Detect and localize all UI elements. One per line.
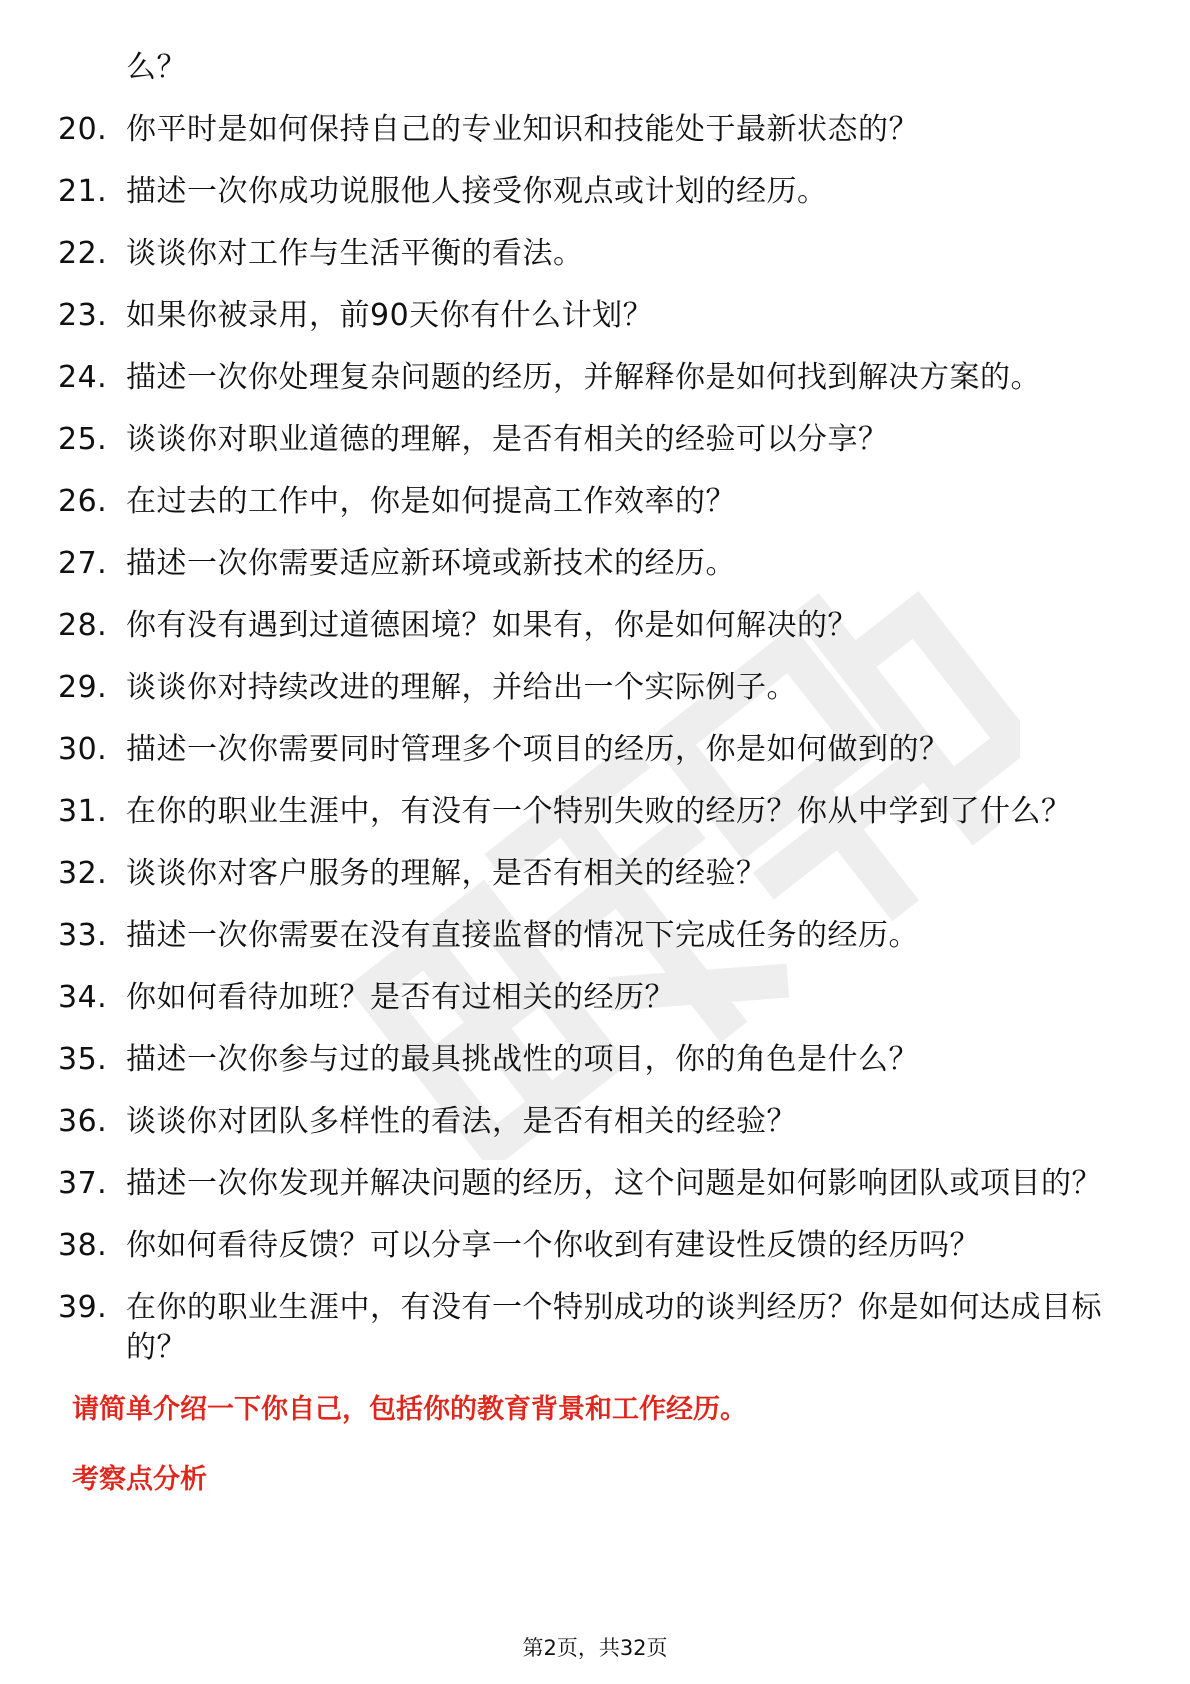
- question-text: 描述一次你成功说服他人接受你观点或计划的经历。: [126, 174, 828, 209]
- question-text: 描述一次你需要同时管理多个项目的经历，你是如何做到的？: [126, 732, 950, 767]
- question-item: [58, 1102, 1118, 1142]
- question-item: [58, 668, 1118, 708]
- question-number: 24.: [58, 360, 108, 395]
- question-number: 25.: [58, 422, 108, 457]
- question-text: 你平时是如何保持自己的专业知识和技能处于最新状态的？: [126, 112, 919, 147]
- question-item: [58, 1040, 1118, 1080]
- question-number: 30.: [58, 732, 108, 767]
- question-text: 在过去的工作中，你是如何提高工作效率的？: [126, 484, 736, 519]
- question-text: 在你的职业生涯中，有没有一个特别失败的经历？你从中学到了什么？: [126, 794, 1072, 829]
- question-text: 你如何看待加班？是否有过相关的经历？: [126, 980, 675, 1015]
- question-text: 谈谈你对职业道德的理解，是否有相关的经验可以分享？: [126, 422, 889, 457]
- question-text: 你如何看待反馈？可以分享一个你收到有建设性反馈的经历吗？: [126, 1228, 980, 1263]
- page-footer: 第2页，共32页: [522, 1636, 668, 1660]
- question-item: [58, 1164, 1118, 1204]
- question-item: [58, 916, 1118, 956]
- continuation-text: 么？: [126, 50, 187, 85]
- question-number: 37.: [58, 1166, 108, 1201]
- question-item: [58, 854, 1118, 894]
- question-number: 23.: [58, 298, 108, 333]
- question-item: [58, 1226, 1118, 1266]
- question-number: 28.: [58, 608, 108, 643]
- section-heading: 请简单介绍一下你自己，包括你的教育背景和工作经历。: [72, 1394, 747, 1425]
- question-text: 描述一次你需要在没有直接监督的情况下完成任务的经历。: [126, 918, 919, 953]
- question-number: 38.: [58, 1228, 108, 1263]
- question-number: 29.: [58, 670, 108, 705]
- question-item: [58, 234, 1118, 274]
- question-text: 谈谈你对持续改进的理解，并给出一个实际例子。: [126, 670, 797, 705]
- analysis-heading: 考察点分析: [72, 1464, 207, 1495]
- question-number: 34.: [58, 980, 108, 1015]
- question-text: 谈谈你对工作与生活平衡的看法。: [126, 236, 584, 271]
- question-text: 谈谈你对客户服务的理解，是否有相关的经验？: [126, 856, 767, 891]
- question-item: [58, 420, 1118, 460]
- question-number: 27.: [58, 546, 108, 581]
- question-item: [58, 544, 1118, 584]
- question-text: 在你的职业生涯中，有没有一个特别成功的谈判经历？你是如何达成目标的？: [126, 1290, 1102, 1365]
- question-number: 20.: [58, 112, 108, 147]
- question-number: 33.: [58, 918, 108, 953]
- question-item: [58, 606, 1118, 646]
- question-number: 36.: [58, 1104, 108, 1139]
- questions-section: [58, 48, 1118, 1500]
- question-item: [58, 1288, 1118, 1368]
- question-number: 21.: [58, 174, 108, 209]
- question-item: [58, 482, 1118, 522]
- question-item: [58, 172, 1118, 212]
- question-item: [58, 358, 1118, 398]
- question-text: 描述一次你发现并解决问题的经历，这个问题是如何影响团队或项目的？: [126, 1166, 1102, 1201]
- question-number: 32.: [58, 856, 108, 891]
- question-text: 描述一次你处理复杂问题的经历，并解释你是如何找到解决方案的。: [126, 360, 1041, 395]
- question-item: [58, 296, 1118, 336]
- question-item: [58, 978, 1118, 1018]
- question-number: 39.: [58, 1290, 108, 1325]
- question-item: [58, 110, 1118, 150]
- question-text: 如果你被录用，前90天你有什么计划？: [126, 298, 654, 333]
- question-text: 谈谈你对团队多样性的看法，是否有相关的经验？: [126, 1104, 797, 1139]
- question-text: 描述一次你需要适应新环境或新技术的经历。: [126, 546, 736, 581]
- question-item: [58, 792, 1118, 832]
- question-list: [58, 110, 1118, 1368]
- question-number: 31.: [58, 794, 108, 829]
- question-number: 26.: [58, 484, 108, 519]
- question-text: 你有没有遇到过道德困境？如果有，你是如何解决的？: [126, 608, 858, 643]
- question-number: 35.: [58, 1042, 108, 1077]
- question-item: [58, 730, 1118, 770]
- question-text: 描述一次你参与过的最具挑战性的项目，你的角色是什么？: [126, 1042, 919, 1077]
- question-number: 22.: [58, 236, 108, 271]
